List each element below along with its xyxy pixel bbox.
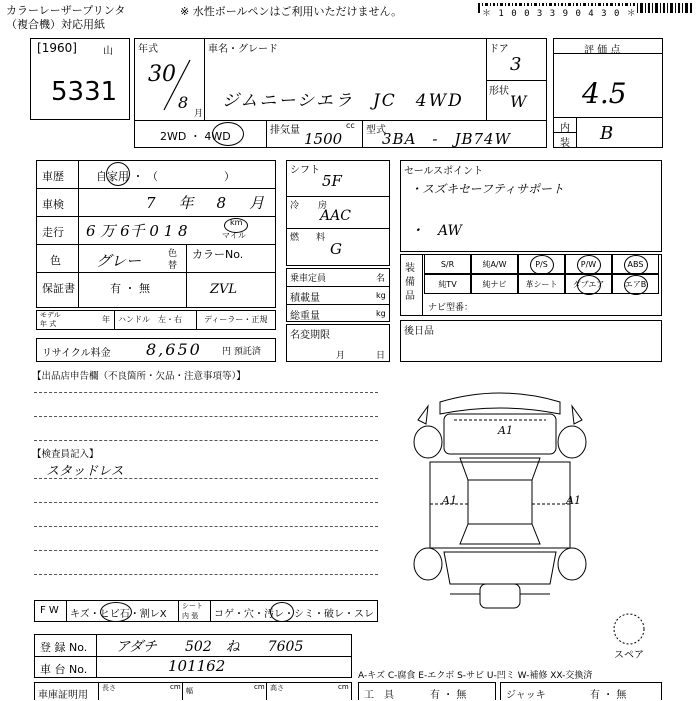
shape-value: W	[510, 92, 527, 111]
warranty-value: 有 ・ 無	[110, 282, 150, 295]
inspector-label: 【検査員記入】	[32, 449, 99, 460]
ac-label-top: 冷	[290, 201, 300, 211]
inspection-label: 車検	[42, 198, 64, 211]
lot-suffix: 山	[103, 46, 113, 57]
inspection-value: 7 年 8 月	[146, 194, 269, 212]
seat-dirt-circle	[270, 602, 294, 622]
equipment-circle	[530, 255, 554, 275]
year-label: 年式	[138, 44, 158, 55]
history-value: 自家用 ・ （ ）	[96, 170, 235, 183]
mileage-unit-mile: マイル	[222, 231, 246, 240]
equipment-item: P/S	[518, 254, 565, 274]
expiry-label: 名変期限	[290, 330, 330, 341]
equipment-circle	[624, 275, 648, 295]
model-value: ジムニーシエラ JC 4WD	[222, 91, 464, 111]
color-change-bottom: 替	[168, 261, 178, 271]
chassis-value: 101162	[168, 657, 226, 675]
equipment-item: 純A/W	[471, 254, 518, 274]
fw-text: キズ・ヒビ石・割レX	[70, 609, 167, 620]
history-label: 車歴	[42, 170, 64, 183]
equipment-item: 革シート	[518, 274, 565, 294]
ac-value: AAC	[320, 208, 351, 224]
cert-height-unit: cm	[338, 683, 349, 691]
door-value: 3	[510, 54, 522, 75]
recycle-value: 8,650	[146, 340, 202, 359]
month-value: 8	[178, 93, 189, 112]
drive-type: 2WD ・ 4WD	[160, 130, 231, 143]
lot-number: 5331	[51, 77, 118, 107]
header-title-line2: （複合機）対応用紙	[6, 18, 105, 31]
rear-goods-label: 後日品	[404, 326, 434, 337]
fuel-label-top: 燃	[290, 233, 300, 243]
recycle-unit: 円 預託済	[222, 347, 261, 357]
garage-cert-label: 車庫証明用	[38, 690, 88, 701]
displacement-label: 排気量	[270, 125, 300, 136]
displacement-unit: cc	[346, 121, 355, 130]
shift-value: 5F	[322, 172, 342, 190]
type-value: 3BA - JB74W	[382, 130, 512, 148]
equipment-item: P/W	[565, 254, 612, 274]
fuel-label-bottom: 料	[316, 233, 326, 243]
score-label: 評 価 点	[584, 45, 621, 56]
equipment-item: 純TV	[424, 274, 471, 294]
spare-tire-icon	[612, 612, 646, 646]
handle-text: ハンドル 左・右	[118, 315, 182, 324]
mileage-label: 走行	[42, 226, 64, 239]
expiry-day-unit: 日	[376, 351, 386, 361]
expiry-month-unit: 月	[336, 351, 346, 361]
color-no-value: ZVL	[210, 282, 238, 297]
equipment-circle	[624, 255, 648, 275]
color-change-top: 色	[168, 249, 178, 259]
capacity-unit: 名	[376, 274, 386, 284]
recycle-label: リサイクル料金	[42, 348, 111, 359]
score-value: 4.5	[582, 77, 627, 110]
equipment-side-label: 装備品	[405, 263, 415, 302]
diagram-mark-left: A1	[442, 494, 457, 507]
cert-length-unit: cm	[170, 683, 181, 691]
sales-point-1: ・スズキセーフティサポート	[410, 182, 564, 196]
fw-chip-circle	[100, 602, 132, 622]
month-unit: 月	[194, 109, 204, 119]
shift-label: シフト	[290, 165, 320, 176]
damage-legend: A-キズ C-腐食 E-エクボ S-サビ U-凹ミ W-補修 XX-交換済	[358, 671, 593, 681]
door-label: ドア	[489, 44, 509, 55]
cert-width-unit: cm	[254, 683, 265, 691]
header-notice: ※ 水性ボールペンはご利用いただけません。	[180, 5, 403, 18]
lot-box	[30, 38, 130, 120]
dealer-text: ディーラー・正規	[204, 315, 268, 324]
equipment-item: 純ナビ	[471, 274, 518, 294]
ac-label-bottom: 房	[318, 201, 328, 211]
rear-goods-box	[400, 320, 662, 362]
drive-4wd-circle	[212, 122, 244, 146]
inspector-note: スタッドレス	[46, 464, 124, 479]
nav-model-label: ナビ型番：	[428, 303, 474, 313]
interior-label: 内	[560, 123, 570, 134]
equipment-item: ダブエア	[565, 274, 612, 294]
warranty-label: 保証書	[42, 282, 75, 295]
lot-tag: [1960]	[37, 41, 77, 55]
gross-label: 総重量	[290, 311, 320, 322]
mileage-km-circle	[224, 218, 248, 233]
jack-label: ジャッキ	[506, 690, 546, 701]
barcode-text: ＊ 1 0 0 3 3 9 0 4 3 0 ＊	[482, 6, 637, 19]
fuel-value: G	[330, 240, 342, 258]
model-year-label-bottom: 年 式	[40, 320, 57, 328]
model-label: 車名・グレード	[208, 44, 278, 55]
sales-points-label: セールスポイント	[404, 166, 484, 177]
header-title-line1: カラーレーザープリンタ	[6, 4, 126, 17]
capacity-label: 乗車定員	[290, 274, 327, 284]
score-box	[553, 38, 663, 148]
color-value: グレー	[96, 252, 142, 270]
diagram-mark-right: A1	[566, 494, 581, 507]
reg-value: アダチ 502 ね 7605	[116, 639, 304, 655]
jack-value: 有 ・ 無	[590, 690, 627, 701]
spare-label: スペア	[614, 650, 644, 661]
exterior-label: 装	[560, 138, 570, 149]
mileage-unit-km: km	[230, 218, 243, 227]
sales-point-2: ・ AW	[410, 223, 462, 239]
displacement-value: 1500	[304, 130, 343, 148]
history-private-circle	[106, 162, 130, 186]
cert-width-label: 幅	[186, 687, 193, 695]
mileage-value: 6 万 6千 0 1 8	[86, 222, 188, 240]
diagram-mark-front: A1	[498, 424, 513, 437]
shape-label: 形状	[489, 86, 509, 97]
model-year-unit: 年	[102, 315, 110, 324]
load-label: 積載量	[290, 293, 320, 304]
equipment-item: S/R	[424, 254, 471, 274]
gross-unit: kg	[376, 309, 386, 318]
year-value: 30	[148, 62, 176, 87]
type-label: 型式	[366, 125, 386, 136]
color-no-label: カラーNo.	[192, 248, 244, 261]
equipment-item: ABS	[612, 254, 659, 274]
model-year-label-top: モデル	[40, 311, 61, 319]
color-label: 色	[50, 254, 61, 267]
interior-value: B	[600, 123, 614, 144]
seat-label-top: シート	[182, 602, 203, 610]
chassis-label: 車 台 No.	[40, 663, 88, 676]
equipment-circle	[577, 275, 601, 295]
tools-label: 工 具	[364, 690, 394, 701]
tools-value: 有 ・ 無	[430, 690, 467, 701]
cert-length-label: 長さ	[102, 684, 116, 692]
load-unit: kg	[376, 291, 386, 300]
seat-text: コゲ・穴・汚レ・シミ・破レ・スレ	[214, 609, 374, 620]
equipment-circle	[577, 255, 601, 275]
equipment-item: エアB	[612, 274, 659, 294]
reg-label: 登 録 No.	[40, 641, 88, 654]
fw-label: F W	[40, 605, 59, 616]
cert-height-label: 高さ	[270, 684, 284, 692]
seat-label-bottom: 内 張	[182, 612, 199, 620]
remarks-label: 【出品店申告欄（不良箇所・欠品・注意事項等）】	[32, 371, 246, 382]
